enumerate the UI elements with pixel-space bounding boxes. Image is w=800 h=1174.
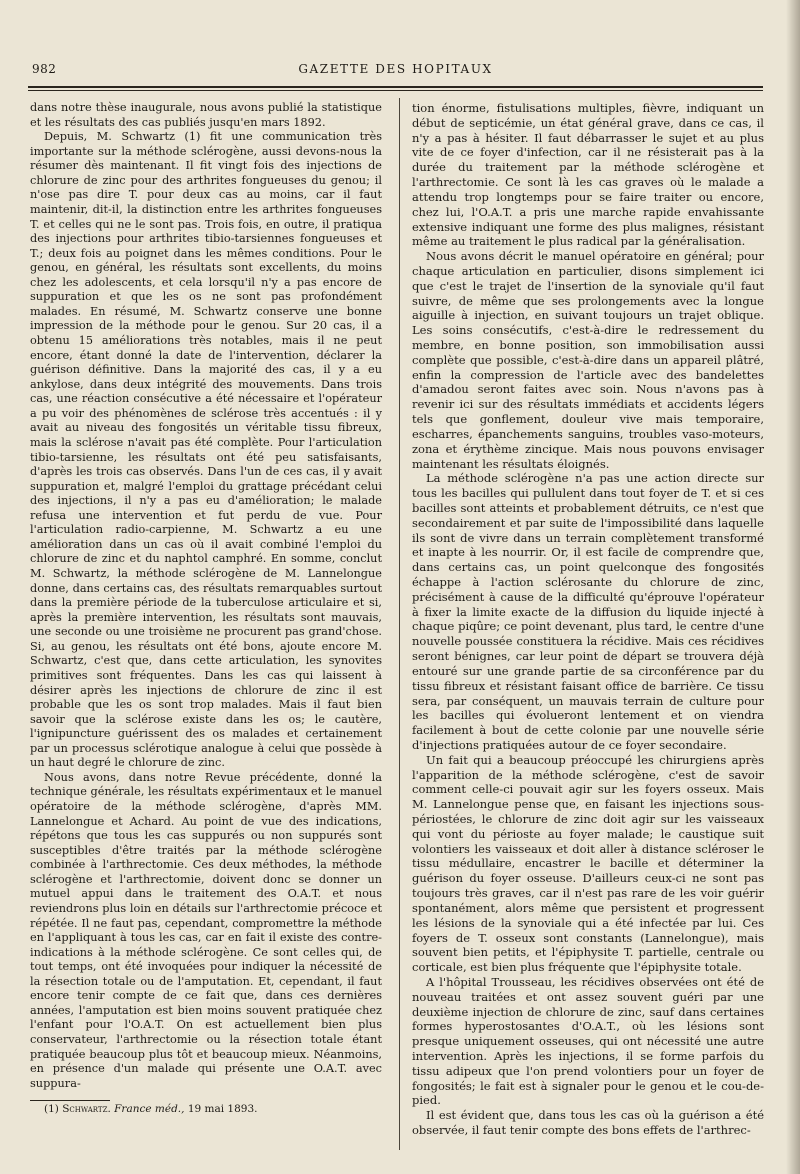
paragraph: Il est évident que, dans tous les cas où la guérison a été observée, il faut tenir compte des bons effets de l'arthrec- (412, 1108, 764, 1138)
journal-title: GAZETTE DES HOPITAUX (298, 62, 493, 76)
paragraph: tion énorme, fistulisations multiples, fièvre, indiquant un début de septicémie, un état général grave, dans ce cas, il n'y a pas à hésiter. Il faut débarrasser le sujet et au plus vite de ce foyer d'infection, car il ne résisterait pas à la durée du traitement par la méthode sclérogène et l'arthrectomie. Ce sont là les cas graves où le malade a attendu trop longtemps pour se faire traiter ou encore, chez lui, l'O.A.T. a pris une marche rapide envahissante extensive indiquant une forme des plus malignes, résistant même au traitement le plus radical par la généralisation. (412, 101, 764, 249)
paragraph: Nous avons, dans notre Revue précédente, donné la technique générale, les résultats expérimentaux et le manuel opératoire de la méthode sclérogène, d'après MM. Lannelongue et Achard. Au point de vue des indications, répétons que tous les cas suppurés ou non suppurés sont susceptibles d'être traités par la méthode sclérogène combinée à l'arthrectomie. Ces deux méthodes, la méthode sclérogène et l'arthrectomie, doivent donc se donner un mutuel appui dans le traitement des O.A.T. et nous reviendrons plus loin en détails sur l'arthrectomie précoce et répétée. Il ne faut pas, cependant, compromettre la méthode en l'appliquant à tous les cas, car en fait il existe des contre-indications à la méthode sclérogène. Ce sont celles qui, de tout temps, ont été invoquées pour indiquer la nécessité de la résection totale ou de l'amputation. Et, cependant, il faut encore tenir compte de ce fait que, dans ces dernières années, l'amputation est bien moins souvent pratiquée chez l'enfant pour l'O.A.T. On est actuellement bien plus conservateur, l'arthrectomie ou la résection totale étant pratiquée beaucoup plus tôt et beaucoup mieux. Néanmoins, en présence d'un malade qui présente une O.A.T. avec suppura- (30, 770, 382, 1090)
column-divider (399, 98, 400, 1150)
footnote-journal: France méd., (114, 1103, 185, 1115)
page-number: 982 (32, 62, 57, 76)
footnote (44, 1103, 384, 1116)
paragraph: La méthode sclérogène n'a pas une action directe sur tous les bacilles qui pullulent dans tout foyer de T. et si ces bacilles sont atteints et probablement détruits, ce n'est que secondairement et par suite de l'impossibilité dans laquelle ils sont de vivre dans un terrain complètement transformé et inapte à les nourrir. Or, il est facile de comprendre que, dans certains cas, un point quelconque des fongosités échappe à l'action sclérosante du chlorure de zinc, précisément à cause de la difficulté qu'éprouve l'opérateur à fixer la limite exacte de la diffusion du liquide injecté à chaque piqûre; ce point devenant, plus tard, le centre d'une nouvelle poussée constituera la récidive. Mais ces récidives seront bénignes, car leur point de départ se trouvera déjà entouré sur une grande partie de sa circonférence par du tissu fibreux et résistant faisant office de barrière. Ce tissu sera, par conséquent, un mauvais terrain de culture pour les bacilles qui évolueront lentement et on viendra facilement à bout de cette colonie par une nouvelle série d'injections pratiquées autour de ce foyer secondaire. (412, 471, 764, 752)
footnote-author: Schwartz. (62, 1103, 111, 1115)
paragraph: Un fait qui a beaucoup préoccupé les chirurgiens après l'apparition de la méthode sclérogène, c'est de savoir comment celle-ci pouvait agir sur les foyers osseux. Mais M. Lannelongue pense que, en faisant les injections sous-périostées, le chlorure de zinc doit agir sur les vaisseaux qui vont du périoste au foyer malade; le caustique suit volontiers les vaisseaux et doit aller à distance scléroser le tissu médullaire, encastrer le bacille et déterminer la guérison du foyer osseuse. D'ailleurs ceux-ci ne sont pas toujours très graves, car il n'est pas rare de les voir guérir spontanément, alors même que persistent et progressent les lésions de la synoviale qui a été infectée par lui. Ces foyers de T. osseux sont constants (Lannelongue), mais souvent bien petits, et l'épiphysite T. partielle, centrale ou corticale, est bien plus fréquente que l'épiphysite totale. (412, 752, 764, 975)
paragraph: Depuis, M. Schwartz (1) fit une communication très importante sur la méthode sclérogène, aussi devons-nous la résumer dès maintenant. Il fit vingt fois des injections de chlorure de zinc pour des arthrites fongueuses du genou; il n'ose pas dire T. pour deux cas au moins, car il faut maintenir, dit-il, la distinction entre les arthrites fongueuses T. et celles qui ne le sont pas. Trois fois, en outre, il pratiqua des injections pour arthrites tibio-tarsiennes fongueuses et T.; deux fois au poignet dans les mêmes conditions. Pour le genou, en général, les résultats sont excellents, du moins chez les adolescents, et cela lorsqu'il n'y a pas encore de suppuration et que les os ne sont pas profondément malades. En résumé, M. Schwartz conserve une bonne impression de la méthode pour le genou. Sur 20 cas, il a obtenu 15 améliorations très notables, mais il ne peut encore, étant donné la date de l'intervention, déclarer la guérison définitive. Dans la majorité des cas, il y a eu ankylose, dans deux intégrité des mouvements. Dans trois cas, une réaction consécutive a été nécessaire et l'opérateur a pu voir des phénomènes de sclérose très accentués : il y avait au niveau des fongosités un véritable tissu fibreux, mais la sclérose n'avait pas été complète. Pour l'articulation tibio-tarsienne, les résultats ont été peu satisfaisants, d'après les trois cas observés. Dans l'un de ces cas, il y avait suppuration et, malgré l'emploi du grattage précédant celui des injections, il n'y a pas eu d'amélioration; le malade refusa une intervention et fut perdu de vue. Pour l'articulation radio-carpienne, M. Schwartz a eu une amélioration dans un cas où il avait combiné l'emploi du chlorure de zinc et du naphtol camphré. En somme, conclut M. Schwartz, la méthode sclérogène de M. Lannelongue donne, dans certains cas, des résultats remarquables surtout dans la première période de la tuberculose articulaire et si, après la première intervention, les résultats sont mauvais, une seconde ou une troisième ne procurent pas grand'chose. Si, au genou, les résultats ont été bons, ajoute encore M. Schwartz, c'est que, dans cette articulation, les synovites primitives sont fréquentes. Dans les cas qui laissent à désirer après les injections de chlorure de zinc il est probable que les os sont trop malades. Mais il faut bien savoir que la sclérose existe dans les os; le cautère, l'ignipuncture guérissent des os malades et certainement par un processus sclérotique analogue à celui que possède à un haut degré le chlorure de zinc. (30, 130, 382, 770)
footnote-rule (30, 1100, 110, 1101)
right-column (412, 101, 764, 1138)
footnote-date: 19 mai 1893. (187, 1103, 258, 1115)
header-rule-thin (28, 90, 763, 91)
binding-shadow (786, 0, 800, 1174)
paragraph: dans notre thèse inaugurale, nous avons publié la statistique et les résultats des cas publiés jusqu'en mars 1892. (30, 101, 382, 129)
paragraph: A l'hôpital Trousseau, les récidives observées ont été de nouveau traitées et ont assez souvent guéri par une deuxième injection de chlorure de zinc, sauf dans certaines formes hyperostosantes d'O.A.T., où les lésions sont presque uniquement osseuses, qui ont nécessité une autre intervention. Après les injections, il se forme parfois du tissu adipeux que l'on prend volontiers pour un foyer de fongosités; le fait est à signaler pour le genou et le cou-de-pied. (412, 974, 764, 1108)
paragraph: Nous avons décrit le manuel opératoire en général; pour chaque articulation en particulier, disons simplement ici que c'est le trajet de l'insertion de la synoviale qu'il faut suivre, de même que ses prolongements avec la longue aiguille à injection, en suivant toujours un trajet oblique. Les soins consécutifs, c'est-à-dire le redressement du membre, en bonne position, son immobilisation aussi complète que possible, c'est-à-dire dans un appareil plâtré, enfin la compression de l'article avec des bandelettes d'amadou seront faites avec soin. Nous n'avons pas à revenir ici sur des résultats immédiats et accidents légers tels que gonflement, douleur vive mais temporaire, escharres, épanchements sanguins, troubles vaso-moteurs, zona et érythème zincique. Mais nous pouvons envisager maintenant les résultats éloignés. (412, 249, 764, 471)
footnote-marker: (1) (44, 1103, 59, 1115)
left-column (30, 101, 382, 1091)
header-rule (28, 86, 763, 88)
page-header (28, 60, 763, 82)
